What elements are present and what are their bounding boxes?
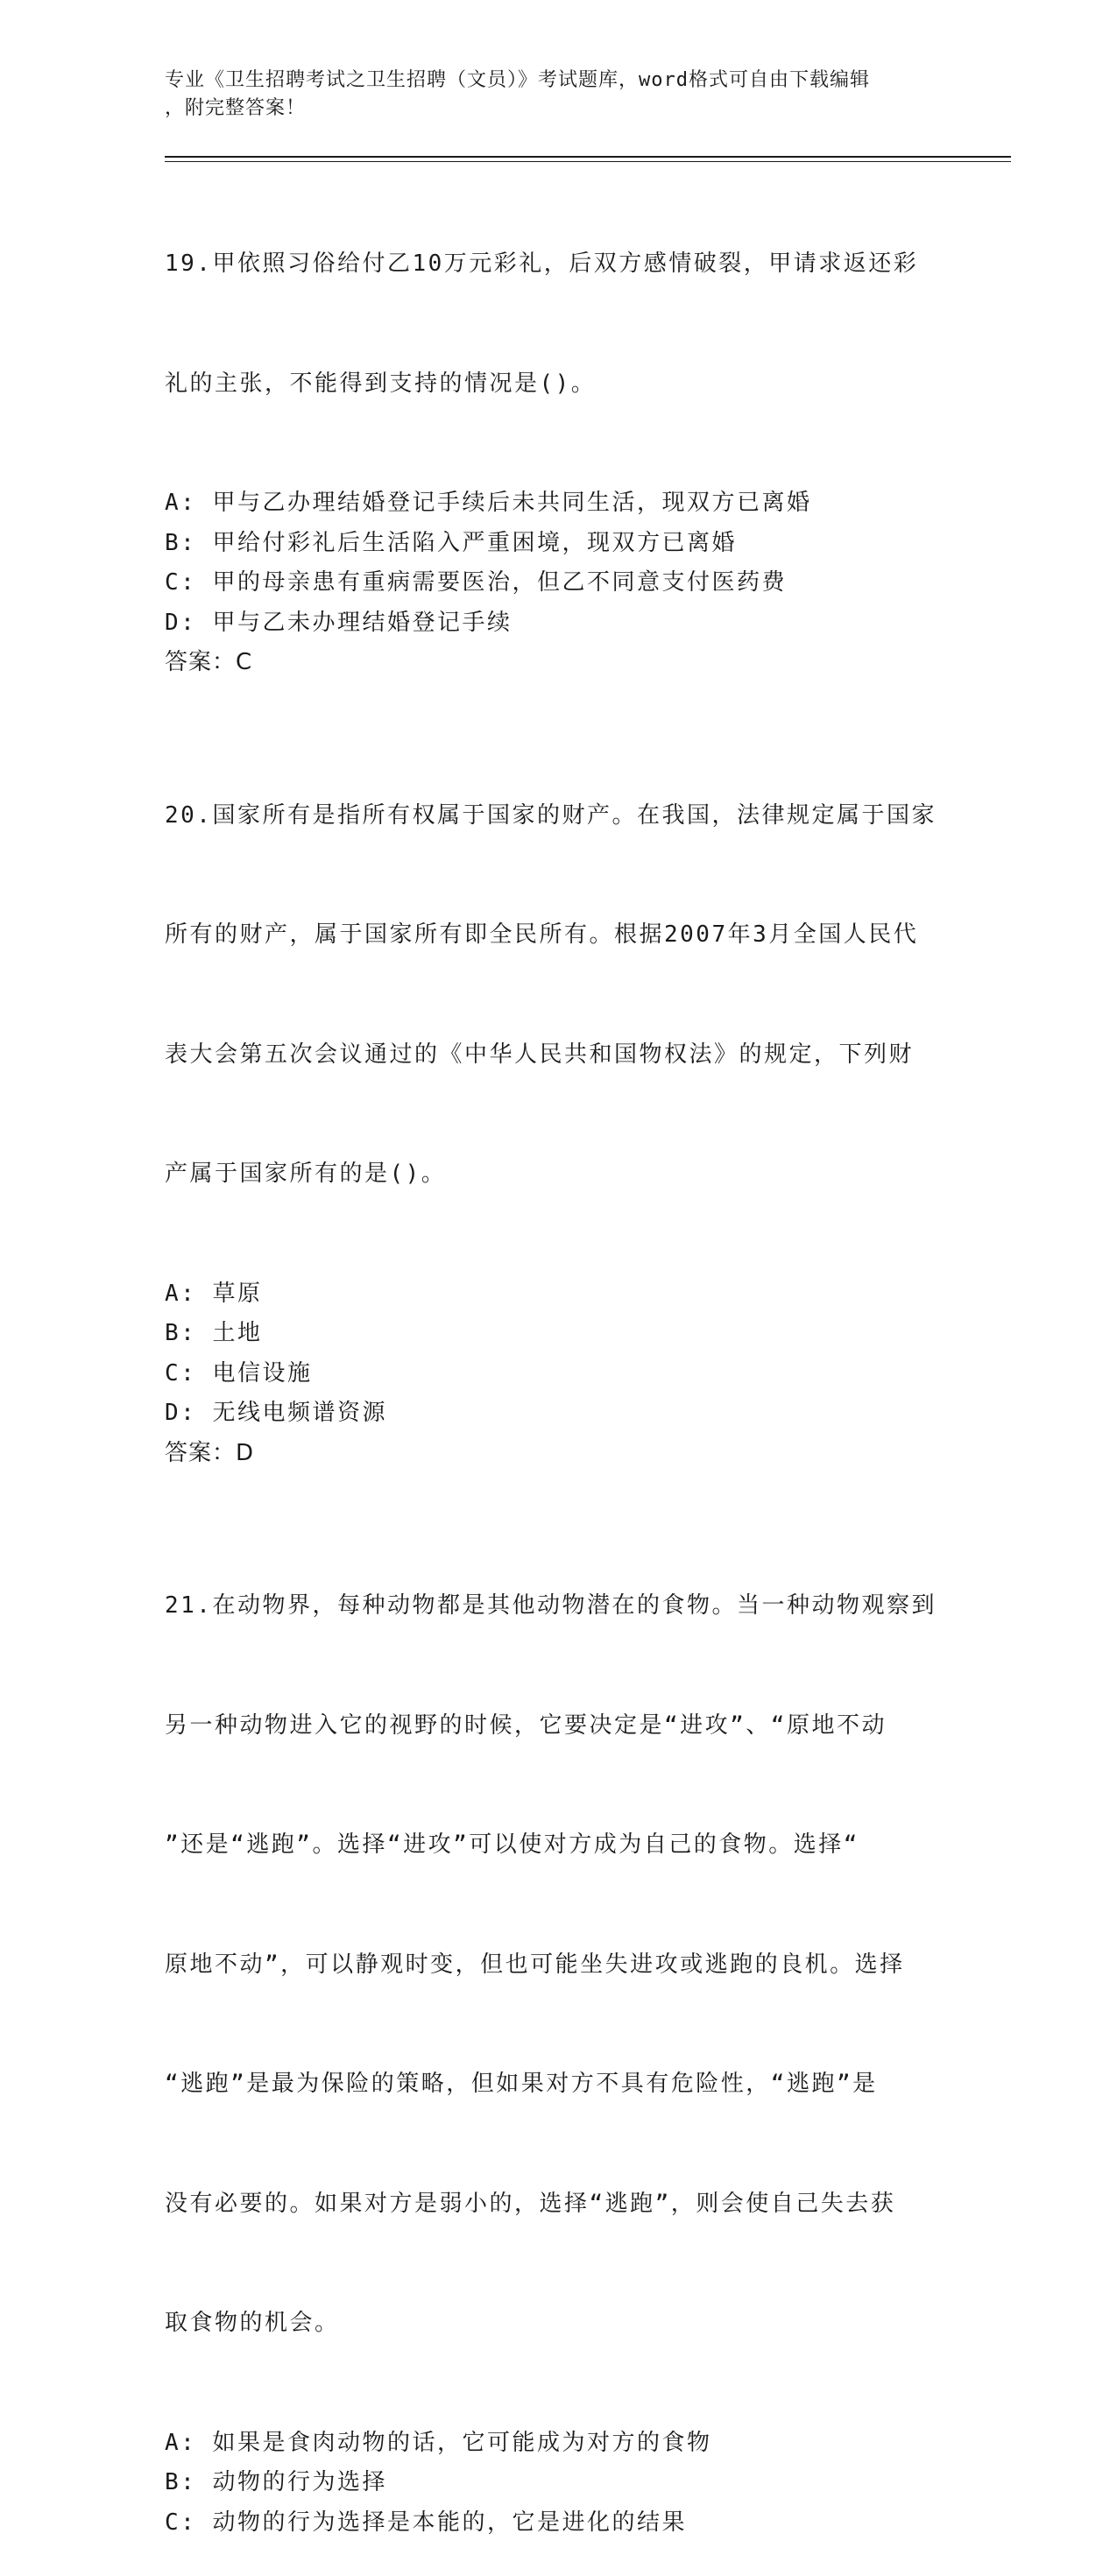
header-divider-thick xyxy=(165,156,1011,158)
option-b: B: 土地 xyxy=(165,1320,263,1346)
stem-line: 19.甲依照习俗给付乙10万元彩礼，后双方感情破裂，甲请求返还彩 xyxy=(165,251,919,277)
stem-line: 原地不动”，可以静观时变，但也可能坐失进攻或逃跑的良机。选择 xyxy=(165,1951,905,1978)
stem-line: 没有必要的。如果对方是弱小的，选择“逃跑”，则会使自己失去获 xyxy=(165,2190,896,2217)
option-a: A: 甲与乙办理结婚登记手续后未共同生活，现双方已离婚 xyxy=(165,490,812,516)
stem-line: 21.在动物界，每种动物都是其他动物潜在的食物。当一种动物观察到 xyxy=(165,1592,937,1619)
stem-line: 产属于国家所有的是()。 xyxy=(165,1161,447,1187)
stem-line: 所有的财产，属于国家所有即全民所有。根据2007年3月全国人民代 xyxy=(165,921,919,948)
option-c: C: 甲的母亲患有重病需要医治，但乙不同意支付医药费 xyxy=(165,569,787,596)
option-a: A: 草原 xyxy=(165,1280,263,1307)
question-21 xyxy=(165,1507,953,2543)
question-stem xyxy=(165,716,953,1274)
option-d: D: 甲与乙未办理结婚登记手续 xyxy=(165,609,513,636)
option-b: B: 动物的行为选择 xyxy=(165,2469,387,2495)
stem-line: 另一种动物进入它的视野的时候，它要决定是“进攻”、“原地不动 xyxy=(165,1711,887,1739)
document-header xyxy=(165,67,936,123)
question-19 xyxy=(165,165,953,683)
header-line-2: ，附完整答案！ xyxy=(165,97,307,119)
stem-line: 表大会第五次会议通过的《中华人民共和国物权法》的规定，下列财 xyxy=(165,1041,915,1068)
question-list xyxy=(165,165,953,2576)
stem-line: 20.国家所有是指所有权属于国家的财产。在我国，法律规定属于国家 xyxy=(165,801,937,829)
header-divider-thin xyxy=(165,161,1011,162)
question-stem xyxy=(165,1507,953,2424)
question-20 xyxy=(165,716,953,1474)
option-a: A: 如果是食肉动物的话，它可能成为对方的食物 xyxy=(165,2429,712,2456)
stem-line: 礼的主张，不能得到支持的情况是()。 xyxy=(165,370,597,397)
stem-line: 取食物的机会。 xyxy=(165,2310,340,2336)
option-b: B: 甲给付彩礼后生活陷入严重困境，现双方已离婚 xyxy=(165,529,737,556)
header-line-1: 专业《卫生招聘考试之卫生招聘（文员）》考试题库，word格式可自由下载编辑 xyxy=(165,69,870,91)
option-c: C: 电信设施 xyxy=(165,1359,313,1387)
stem-line: “逃跑”是最为保险的策略，但如果对方不具有危险性，“逃跑”是 xyxy=(165,2071,878,2097)
option-d: D: 无线电频谱资源 xyxy=(165,1400,387,1426)
stem-line: ”还是“逃跑”。选择“进攻”可以使对方成为自己的食物。选择“ xyxy=(165,1831,859,1858)
answer: 答案：D xyxy=(165,1439,255,1466)
question-stem xyxy=(165,165,953,483)
option-c: C: 动物的行为选择是本能的，它是进化的结果 xyxy=(165,2509,687,2536)
answer: 答案：C xyxy=(165,649,253,675)
